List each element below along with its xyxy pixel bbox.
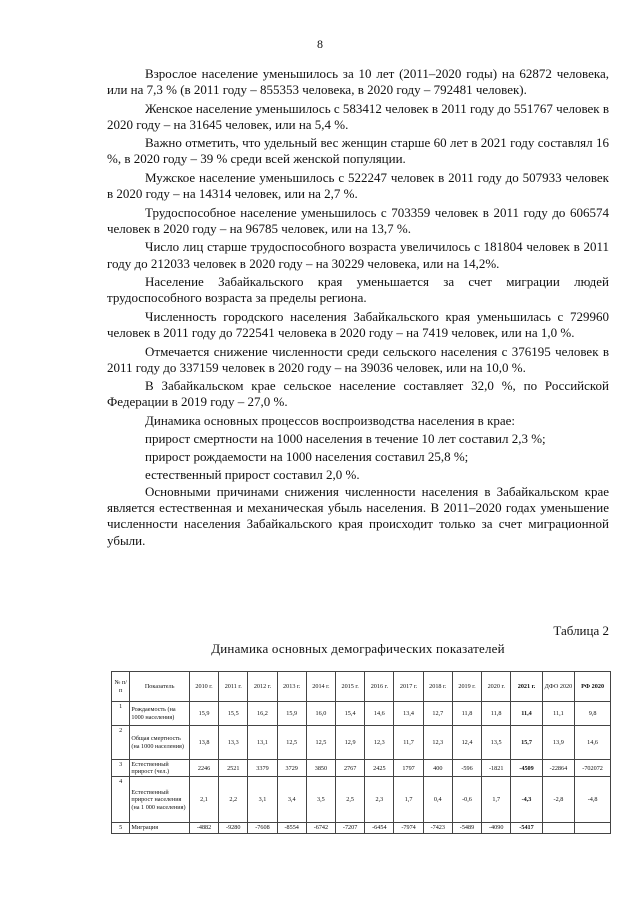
value-cell: 11,4 [511,702,542,726]
value-cell: 3,5 [306,777,335,823]
table-header: 2015 г. [336,672,365,702]
paragraph: Женское население уменьшилось с 583412 человек в 2011 году до 551767 человек в 2020 году – на 31645 человек, или на 5,4 %. [107,100,609,132]
value-cell: 12,3 [365,726,394,760]
value-cell: 13,9 [542,726,574,760]
value-cell: -4,8 [575,777,611,823]
table-header: 2011 г. [219,672,248,702]
table-row [112,702,611,726]
value-cell: 12,9 [336,726,365,760]
list-item: прирост рождаемости на 1000 населения составил 25,8 %; [145,449,469,465]
value-cell: 0,4 [423,777,452,823]
paragraph: В Забайкальском крае сельское население составляет 32,0 %, по Российской Федерации в 2019 году – 27,0 %. [107,378,609,410]
value-cell: 13,4 [394,702,423,726]
value-cell: -7423 [423,823,452,833]
value-cell: 1,7 [394,777,423,823]
value-cell: -2,8 [542,777,574,823]
table-header: 2014 г. [306,672,335,702]
row-number-cell: 4 [112,777,130,823]
value-cell: 13,1 [248,726,277,760]
value-cell: 2,1 [189,777,218,823]
table-header-row [112,672,611,702]
table-row [112,760,611,777]
value-cell: 3379 [248,760,277,777]
value-cell: 14,6 [365,702,394,726]
table-header: 2020 г. [482,672,511,702]
table-row [112,777,611,823]
value-cell: 1,7 [482,777,511,823]
indicator-cell: Естественный прирост населения (на 1 000 населения) [130,777,190,823]
indicator-cell: Общая смертность (на 1000 населения) [130,726,190,760]
value-cell: -8554 [277,823,306,833]
table-row [112,823,611,833]
paragraph: Численность городского населения Забайкальского края уменьшилась с 729960 человек в 2011 году до 722541 человека в 2020 году – на 7419 человек, или на 1,0 %. [107,308,609,340]
value-cell: 2,5 [336,777,365,823]
value-cell: 15,7 [511,726,542,760]
value-cell: 13,8 [189,726,218,760]
value-cell: -7974 [394,823,423,833]
table-label: Таблица 2 [553,623,609,638]
row-number-cell: 5 [112,823,130,833]
value-cell: 13,5 [482,726,511,760]
value-cell: 12,3 [423,726,452,760]
value-cell: 9,8 [575,702,611,726]
row-number-cell: 2 [112,726,130,760]
value-cell: 2521 [219,760,248,777]
value-cell [542,823,574,833]
value-cell: -702072 [575,760,611,777]
table-row [112,726,611,760]
table-header: № п/п [112,672,130,702]
table-header: Показатель [130,672,190,702]
value-cell: 2246 [189,760,218,777]
value-cell: 3,4 [277,777,306,823]
page-number: 8 [317,37,323,51]
value-cell: 12,7 [423,702,452,726]
value-cell: 15,4 [336,702,365,726]
paragraph: Число лиц старше трудоспособного возраста увеличилось с 181804 человек в 2011 году до 212033 человек в 2020 году – на 30229 человека, или на 14,2%. [107,239,609,271]
value-cell: 2,2 [219,777,248,823]
table-header: 2021 г. [511,672,542,702]
paragraph: Отмечается снижение численности среди сельского населения с 376195 человек в 2011 году до 337159 человек в 2020 году – на 39036 человек, или на 10,0 %. [107,343,609,375]
value-cell: 2767 [336,760,365,777]
paragraph: Динамика основных процессов воспроизводства населения в крае: [145,412,516,428]
demographics-table [111,671,611,834]
value-cell: -22864 [542,760,574,777]
value-cell: -0,6 [452,777,481,823]
value-cell: -5489 [452,823,481,833]
value-cell: 11,1 [542,702,574,726]
value-cell: 15,9 [189,702,218,726]
value-cell: -4,3 [511,777,542,823]
value-cell: -4882 [189,823,218,833]
row-number-cell: 3 [112,760,130,777]
value-cell: -4090 [482,823,511,833]
value-cell: -4509 [511,760,542,777]
value-cell: -6742 [306,823,335,833]
table-header: 2016 г. [365,672,394,702]
table-header: 2010 г. [189,672,218,702]
value-cell: 12,5 [306,726,335,760]
table-header: 2018 г. [423,672,452,702]
table-header: 2012 г. [248,672,277,702]
value-cell: 3850 [306,760,335,777]
value-cell: 2,3 [365,777,394,823]
table-header: 2017 г. [394,672,423,702]
value-cell: -7207 [336,823,365,833]
paragraph: Взрослое население уменьшилось за 10 лет (2011–2020 годы) на 62872 человека, или на 7,3 % (в 2011 году – 855353 человека, в 2020 году – 792481 человек). [107,66,609,98]
value-cell: 13,3 [219,726,248,760]
paragraph: Трудоспособное население уменьшилось с 703359 человек в 2011 году до 606574 человек в 2020 году – на 96785 человек, или на 13,7 %. [107,204,609,236]
value-cell: 11,8 [452,702,481,726]
table-title: Динамика основных демографических показателей [211,641,505,656]
paragraph: Население Забайкальского края уменьшается за счет миграции людей трудоспособного возраста за пределы региона. [107,274,609,306]
list-item: естественный прирост составил 2,0 %. [145,466,360,482]
value-cell: -6454 [365,823,394,833]
closing-paragraph: Основными причинами снижения численности населения в Забайкальском крае является естественная и механическая убыль населения. В 2011–2020 годах уменьшение численности населения Забайкальского края происходит только за счет миграционной убыли. [107,484,609,548]
value-cell: 11,7 [394,726,423,760]
value-cell: 2425 [365,760,394,777]
value-cell: -596 [452,760,481,777]
value-cell: 15,5 [219,702,248,726]
value-cell: -1821 [482,760,511,777]
value-cell: 400 [423,760,452,777]
value-cell: 11,8 [482,702,511,726]
value-cell: -7608 [248,823,277,833]
value-cell: 1797 [394,760,423,777]
body-text [107,66,609,551]
value-cell: 12,5 [277,726,306,760]
table-header: РФ 2020 [575,672,611,702]
value-cell [575,823,611,833]
paragraph: Мужское население уменьшилось с 522247 человек в 2011 году до 507933 человек в 2020 году – на 14314 человек, или на 2,7 %. [107,170,609,202]
indicator-cell: Естественный прирост (чел.) [130,760,190,777]
value-cell: 12,4 [452,726,481,760]
value-cell: 14,6 [575,726,611,760]
value-cell: 15,9 [277,702,306,726]
value-cell: 16,2 [248,702,277,726]
indicator-cell: Рождаемость (на 1000 населения) [130,702,190,726]
value-cell: 16,0 [306,702,335,726]
value-cell: -9280 [219,823,248,833]
paragraph: Важно отметить, что удельный вес женщин старше 60 лет в 2021 году составлял 16 %, в 2020 году – 39 % среди всей женской популяции. [107,135,609,167]
table-header: 2019 г. [452,672,481,702]
value-cell: 3729 [277,760,306,777]
value-cell: -5417 [511,823,542,833]
table-header: 2013 г. [277,672,306,702]
table-header: ДФО 2020 [542,672,574,702]
value-cell: 3,1 [248,777,277,823]
list-item: прирост смертности на 1000 населения в течение 10 лет составил 2,3 %; [145,431,546,447]
row-number-cell: 1 [112,702,130,726]
indicator-cell: Миграция [130,823,190,833]
